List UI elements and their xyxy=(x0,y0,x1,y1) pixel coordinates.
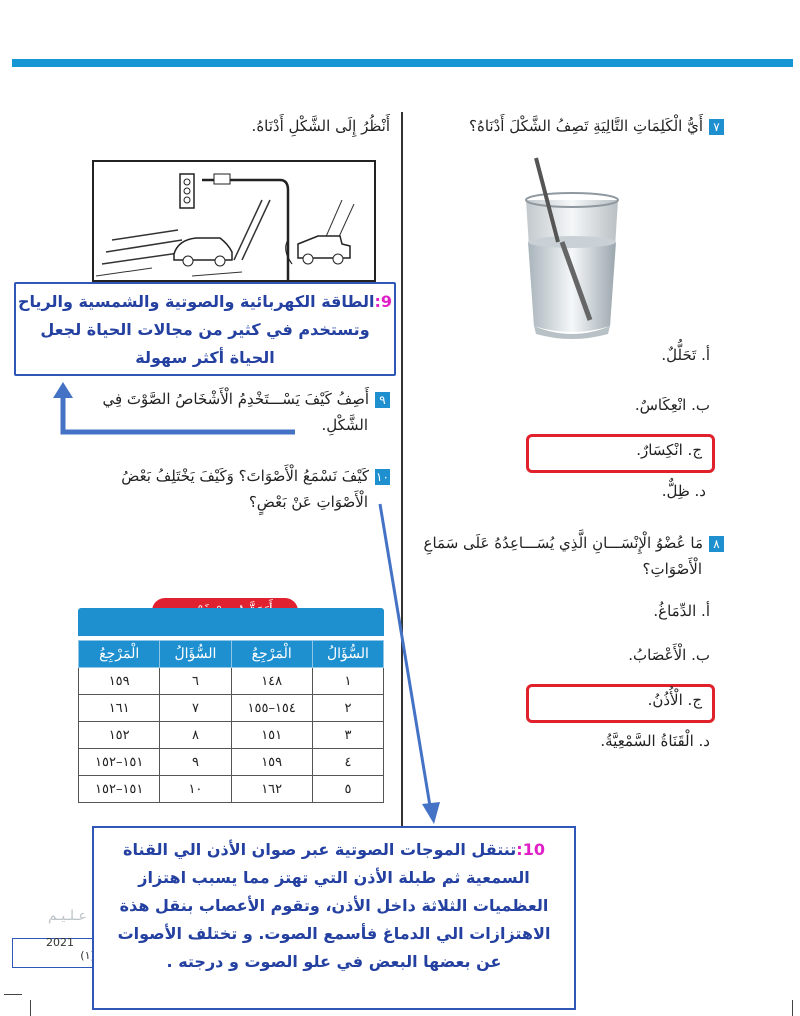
footer-year: 2021 xyxy=(46,936,74,949)
question-7-text: أَيُّ الْكَلِمَاتِ التَّالِيَةِ تَصِفُ الشَّكْلَ أَدْنَاهُ؟ xyxy=(469,117,703,135)
table-header-row xyxy=(79,641,384,668)
reference-table xyxy=(78,640,384,803)
question-8-line1: مَا عُضْوُ الْإِنْسَـــانِ الَّذِي يُسَـــاعِدُهُ عَلَى سَمَاعِ xyxy=(423,534,703,552)
answer-9-box xyxy=(14,282,396,376)
q7-option-d: د. ظِلٌّ. xyxy=(661,482,706,500)
table-row xyxy=(79,776,384,803)
table-cell: ١٥٩ xyxy=(79,668,160,695)
question-number-9: ٩ xyxy=(375,392,390,408)
table-cell: ٤ xyxy=(312,749,383,776)
table-cell: ١٥٢ xyxy=(79,722,160,749)
header-question-2: السُّؤَالُ xyxy=(160,641,231,668)
question-number-10: ١٠ xyxy=(376,470,389,484)
answer-9-text: الطاقة الكهربائية والصوتية والشمسية والرياح وتستخدم في كثير من مجالات الحياة لجعل الحياة أكثر سهولة xyxy=(17,292,375,367)
table-cell: ١٥٤–١٥٥ xyxy=(231,695,312,722)
table-cell: ١٦٢ xyxy=(231,776,312,803)
table-row xyxy=(79,749,384,776)
table-cell: ٥ xyxy=(312,776,383,803)
q7-option-a: أ. تَحَلُّلٌ. xyxy=(661,346,710,364)
answer-10-text: تنتقل الموجات الصوتية عبر صوان الأذن الي القناة السمعية ثم طبلة الأذن التي تهتز مما يسبب اهتزاز العظميات الثلاثة داخل الأذن، وتقوم الأعصاب بنقل هذة الاهتزازات الي الدماغ فأسمع الصوت. و تختلف الأصوات عن بعضها البعض في علو الصوت و درجته . xyxy=(117,840,551,971)
q7-option-c: ج. انْكِسَارٌ. xyxy=(636,441,702,459)
header-reference-1: الْمَرْجِعُ xyxy=(231,641,312,668)
table-cell: ١٠ xyxy=(160,776,231,803)
question-9-line1: أَصِفُ كَيْفَ يَسْـــتَخْدِمُ الْأَشْخَاصُ الصَّوْتَ فِي xyxy=(102,390,369,408)
header-question-1: السُّؤَالُ xyxy=(312,641,383,668)
q8-option-d: د. الْقَنَاةُ السَّمْعِيَّةُ. xyxy=(600,732,710,750)
footer-mark xyxy=(4,994,22,995)
table-cell: ١٦١ xyxy=(79,695,160,722)
q7-option-b: ب. انْعِكَاسٌ. xyxy=(634,396,710,414)
question-10-line2: الْأَصْوَاتِ عَنْ بَعْضٍ؟ xyxy=(248,493,368,511)
table-cell: ٣ xyxy=(312,722,383,749)
table-cell: ١٥١–١٥٢ xyxy=(79,749,160,776)
table-row xyxy=(79,668,384,695)
question-10 xyxy=(60,463,390,515)
table-row xyxy=(79,722,384,749)
street-scene-illustration xyxy=(92,160,376,282)
table-cell: ١٥١–١٥٢ xyxy=(79,776,160,803)
question-10-line1: كَيْفَ نَسْمَعُ الْأَصْوَاتَ؟ وَكَيْفَ يَخْتَلِفُ بَعْضُ xyxy=(121,467,369,485)
footer-mark xyxy=(792,1000,793,1016)
top-color-bar xyxy=(12,59,793,67)
table-cell: ١٤٨ xyxy=(231,668,312,695)
table-cell: ١ xyxy=(312,668,383,695)
q8-option-b: ب. الْأَعْصَابُ. xyxy=(628,646,710,664)
table-cell: ٧ xyxy=(160,695,231,722)
table-cell: ١٥٩ xyxy=(231,749,312,776)
question-8-line2: الْأَصْوَاتِ؟ xyxy=(642,560,702,578)
question-8 xyxy=(420,530,724,582)
answer-10-number: 10: xyxy=(516,840,545,859)
table-cell: ٩ xyxy=(160,749,231,776)
question-7 xyxy=(420,113,724,139)
table-header-band xyxy=(78,608,384,636)
header-reference-2: الْمَرْجِعُ xyxy=(79,641,160,668)
table-cell: ٦ xyxy=(160,668,231,695)
glass-with-straw-illustration xyxy=(518,150,626,340)
footer-mark xyxy=(30,1000,31,1016)
footer-brand-watermark: عـلـيـم xyxy=(48,908,87,924)
answer-9-number: 9: xyxy=(374,292,393,311)
table-row xyxy=(79,695,384,722)
question-number-7: ٧ xyxy=(709,119,724,135)
q8-option-a: أ. الدِّمَاغُ. xyxy=(653,602,710,620)
answer-10-box xyxy=(92,826,576,1010)
look-at-figure-instruction: أَنْظُرُ إِلَى الشَّكْلِ أَدْنَاهُ. xyxy=(251,117,390,135)
table-cell: ١٥١ xyxy=(231,722,312,749)
table-cell: ٢ xyxy=(312,695,383,722)
question-9 xyxy=(60,386,390,438)
question-number-8: ٨ xyxy=(709,536,724,552)
q8-option-c: ج. الْأُذُنُ. xyxy=(647,691,702,709)
question-9-line2: الشَّكْلِ. xyxy=(321,416,368,434)
table-cell: ٨ xyxy=(160,722,231,749)
footer-label: ١) xyxy=(80,949,91,962)
